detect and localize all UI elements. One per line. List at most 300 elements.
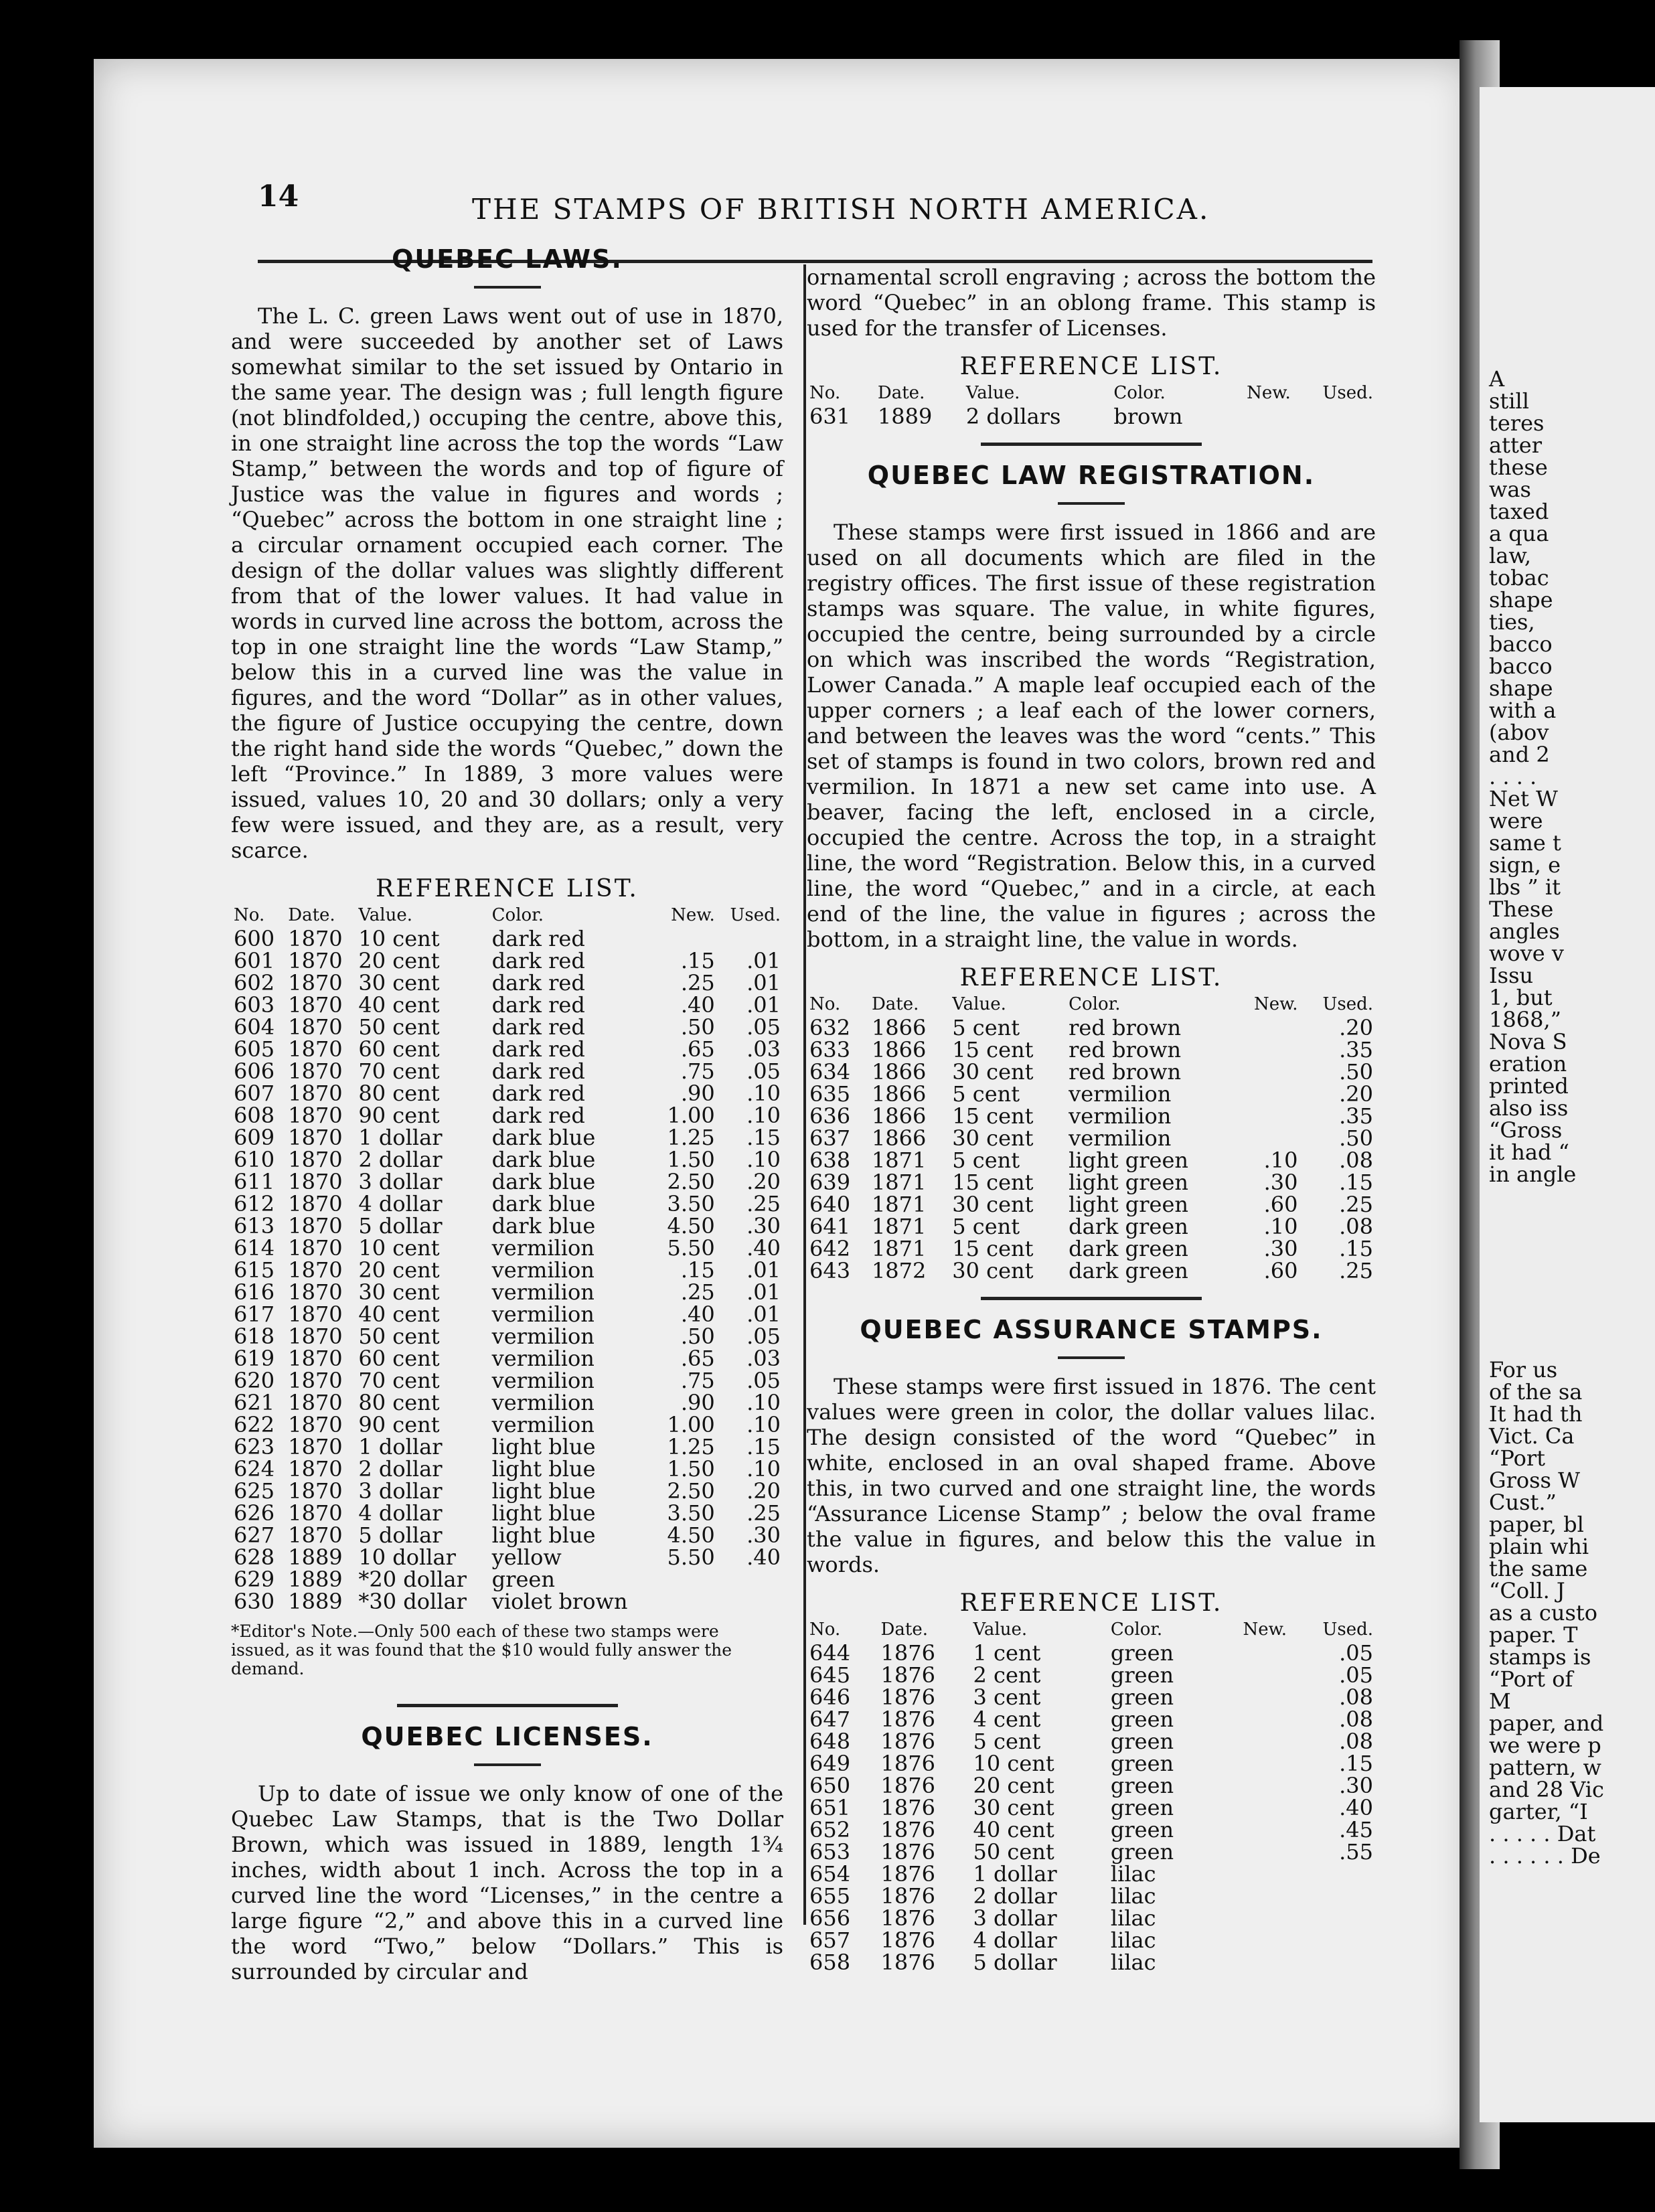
table-cell: .40: [680, 992, 715, 1018]
table-cell: .10: [746, 1103, 781, 1128]
table-cell: light green: [1069, 1170, 1188, 1195]
table-cell: dark green: [1069, 1258, 1188, 1283]
table-cell: [1235, 1017, 1301, 1039]
table-cell: 1870: [288, 1301, 343, 1327]
table-cell: vermilion: [1069, 1125, 1172, 1151]
table-cell: dark blue: [491, 1125, 596, 1150]
table-cell: [1214, 1709, 1289, 1731]
table-cell: 15 cent: [952, 1037, 1034, 1062]
table-cell: 608: [234, 1103, 275, 1128]
facing-page-line: Gross W: [1489, 1468, 1581, 1493]
table-cell: dark red: [491, 1081, 585, 1106]
table-cell: 1871: [871, 1192, 927, 1217]
table-cell: 15 cent: [952, 1236, 1034, 1261]
table-cell: 1871: [871, 1170, 927, 1195]
table-cell: .45: [1339, 1817, 1373, 1842]
table-cell: 1866: [871, 1059, 927, 1085]
table-row: [231, 1436, 783, 1458]
table-cell: 1871: [871, 1236, 927, 1261]
reference-list-title: REFERENCE LIST.: [376, 875, 639, 902]
table-cell: 40 cent: [358, 992, 440, 1018]
table-cell: 1870: [288, 926, 343, 951]
table-cell: 1876: [880, 1950, 935, 1975]
table-cell: [1214, 1731, 1289, 1753]
column-header: Value.: [952, 994, 1006, 1014]
table-cell: 1871: [871, 1214, 927, 1239]
column-header: No.: [809, 1620, 841, 1640]
table-cell: 10 cent: [358, 1235, 440, 1261]
facing-page-line: and 28 Vic: [1489, 1777, 1604, 1802]
table-cell: [718, 1569, 783, 1591]
table-cell: .65: [680, 1346, 715, 1371]
facing-page-line: were: [1489, 808, 1543, 834]
table-row: [807, 1150, 1376, 1172]
table-cell: 1866: [871, 1015, 927, 1040]
table-cell: 10 dollar: [358, 1545, 456, 1570]
table-cell: 1870: [288, 1478, 343, 1504]
table-row: [231, 1348, 783, 1370]
table-row: [807, 1863, 1376, 1885]
column-header: Color.: [1113, 383, 1166, 403]
table-cell: 1870: [288, 1125, 343, 1150]
table-cell: .01: [746, 970, 781, 996]
table-cell: vermilion: [491, 1390, 595, 1415]
table-cell: 657: [809, 1927, 851, 1953]
table-cell: [655, 928, 718, 950]
table-row: [231, 1392, 783, 1414]
table-cell: 2.50: [667, 1169, 715, 1194]
table-cell: red brown: [1069, 1015, 1182, 1040]
column-header: Color.: [1069, 994, 1121, 1014]
facing-page-line: A: [1489, 366, 1505, 392]
column-header: Color.: [1110, 1620, 1163, 1640]
column-header: Date.: [288, 905, 335, 925]
running-title: THE STAMPS OF BRITISH NORTH AMERICA.: [472, 193, 1210, 226]
table-cell: 612: [234, 1191, 275, 1216]
table-row: [807, 1083, 1376, 1105]
table-cell: [1214, 1885, 1289, 1907]
table-cell: 1872: [871, 1258, 927, 1283]
table-cell: .15: [746, 1125, 781, 1150]
table-row: [231, 1127, 783, 1149]
table-row: [231, 1237, 783, 1259]
table-row: [807, 1731, 1376, 1753]
table-cell: 3.50: [667, 1191, 715, 1216]
table-cell: 1876: [880, 1707, 935, 1732]
column-header: Color.: [491, 905, 544, 925]
table-cell: 3 dollar: [358, 1169, 443, 1194]
table-cell: 1870: [288, 970, 343, 996]
quebec-assurance-table: [807, 1620, 1376, 1974]
facing-page-line: “Port: [1489, 1445, 1546, 1471]
table-cell: light blue: [491, 1500, 596, 1526]
table-cell: 1866: [871, 1125, 927, 1151]
facing-page-line: the same: [1489, 1556, 1588, 1581]
table-cell: 606: [234, 1058, 275, 1084]
table-row: [807, 1841, 1376, 1863]
table-cell: 40 cent: [358, 1301, 440, 1327]
table-cell: 1876: [880, 1839, 935, 1865]
table-cell: 656: [809, 1905, 851, 1931]
table-cell: [1214, 1863, 1289, 1885]
table-cell: 1.50: [667, 1456, 715, 1482]
table-row: [807, 1885, 1376, 1907]
facing-page-line: “Gross: [1489, 1117, 1563, 1143]
facing-page-line: pattern, w: [1489, 1755, 1601, 1780]
table-cell: 1870: [288, 1412, 343, 1437]
table-cell: 603: [234, 992, 275, 1018]
table-cell: .10: [1263, 1148, 1298, 1173]
table-cell: .60: [1263, 1192, 1298, 1217]
facing-page-line: of the sa: [1489, 1379, 1583, 1405]
facing-page-line: “Port of: [1489, 1666, 1573, 1692]
table-cell: 638: [809, 1148, 851, 1173]
table-cell: .10: [746, 1081, 781, 1106]
table-cell: 623: [234, 1434, 275, 1459]
table-cell: vermilion: [491, 1324, 595, 1349]
table-cell: .08: [1339, 1729, 1373, 1754]
table-cell: lilac: [1110, 1883, 1156, 1909]
column-header: Used.: [730, 905, 781, 925]
table-cell: [1214, 1797, 1289, 1819]
table-row: [807, 1105, 1376, 1127]
table-cell: green: [1110, 1817, 1174, 1842]
table-row: [231, 1502, 783, 1524]
table-row: [807, 1127, 1376, 1150]
table-cell: .35: [1339, 1037, 1373, 1062]
table-cell: dark blue: [491, 1147, 596, 1172]
table-cell: [1289, 1907, 1376, 1929]
table-cell: [1235, 1039, 1301, 1061]
table-cell: 631: [809, 404, 851, 429]
table-body: [807, 406, 1376, 428]
table-row: [231, 994, 783, 1016]
table-row: [231, 1591, 783, 1613]
table-cell: 646: [809, 1684, 851, 1710]
facing-page-line: It had th: [1489, 1401, 1583, 1427]
table-cell: 609: [234, 1125, 275, 1150]
table-cell: 1.00: [667, 1412, 715, 1437]
table-cell: green: [1110, 1707, 1174, 1732]
table-cell: .25: [1339, 1192, 1373, 1217]
table-cell: 605: [234, 1036, 275, 1062]
facing-page-line: as a custo: [1489, 1600, 1597, 1626]
table-cell: .15: [680, 948, 715, 973]
table-row: [807, 1061, 1376, 1083]
facing-page-line: . . . . . . De: [1489, 1843, 1601, 1869]
table-cell: .50: [1339, 1059, 1373, 1085]
reference-list-title: REFERENCE LIST.: [959, 964, 1223, 992]
table-cell: 1870: [288, 1500, 343, 1526]
table-cell: .40: [1339, 1795, 1373, 1820]
table-cell: .50: [680, 1014, 715, 1040]
facing-page-line: M: [1489, 1688, 1511, 1714]
table-cell: 80 cent: [358, 1390, 440, 1415]
table-cell: .25: [680, 1279, 715, 1305]
editor-note: *Editor's Note.—Only 500 each of these two stamps were issued, as it was found that the $10 would fully answer the demand.: [231, 1622, 732, 1678]
facing-page-line: ties,: [1489, 609, 1535, 635]
table-cell: 1876: [880, 1751, 935, 1776]
table-cell: 637: [809, 1125, 851, 1151]
table-cell: .10: [746, 1412, 781, 1437]
table-cell: 607: [234, 1081, 275, 1106]
table-cell: [1289, 1885, 1376, 1907]
table-cell: .50: [680, 1324, 715, 1349]
table-body: [807, 1642, 1376, 1974]
table-cell: vermilion: [491, 1412, 595, 1437]
column-header: Used.: [1322, 1620, 1373, 1640]
table-cell: 30 cent: [973, 1795, 1054, 1820]
table-cell: 613: [234, 1213, 275, 1239]
table-row: [807, 1664, 1376, 1686]
facing-page-line: Issu: [1489, 963, 1534, 988]
table-cell: 1870: [288, 1368, 343, 1393]
section-rule: [981, 1297, 1202, 1300]
table-cell: 649: [809, 1751, 851, 1776]
table-cell: .20: [1339, 1081, 1373, 1107]
section-title-quebec-licenses: QUEBEC LICENSES.: [361, 1722, 653, 1751]
facing-page-line: 1868,”: [1489, 1007, 1561, 1032]
table-header: [807, 383, 1376, 406]
facing-page-line: teres: [1489, 410, 1545, 436]
table-cell: 654: [809, 1861, 851, 1887]
section-title-quebec-law-registration: QUEBEC LAW REGISTRATION.: [867, 461, 1316, 490]
table-cell: [1214, 1775, 1289, 1797]
table-cell: 5 cent: [952, 1015, 1020, 1040]
table-row: [807, 1907, 1376, 1929]
table-cell: 5 dollar: [973, 1950, 1057, 1975]
table-cell: red brown: [1069, 1059, 1182, 1085]
table-cell: lilac: [1110, 1861, 1156, 1887]
table-cell: 653: [809, 1839, 851, 1865]
table-cell: 3 dollar: [358, 1478, 443, 1504]
table-cell: .10: [746, 1456, 781, 1482]
table-cell: light blue: [491, 1522, 596, 1548]
table-cell: 5.50: [667, 1235, 715, 1261]
facing-page-line: these: [1489, 455, 1548, 480]
table-cell: .05: [746, 1014, 781, 1040]
facing-page-line: Cust.”: [1489, 1490, 1557, 1515]
table-cell: .40: [746, 1545, 781, 1570]
table-cell: .08: [1339, 1684, 1373, 1710]
table-cell: .40: [680, 1301, 715, 1327]
table-cell: 1876: [880, 1795, 935, 1820]
column-header: New.: [1243, 1620, 1287, 1640]
table-cell: dark red: [491, 1103, 585, 1128]
table-cell: 1876: [880, 1905, 935, 1931]
table-cell: .10: [746, 1390, 781, 1415]
table-cell: 658: [809, 1950, 851, 1975]
table-cell: .90: [680, 1081, 715, 1106]
table-cell: .05: [746, 1368, 781, 1393]
table-header: [807, 1620, 1376, 1642]
table-cell: dark blue: [491, 1191, 596, 1216]
table-cell: [1214, 1929, 1289, 1952]
table-cell: light blue: [491, 1478, 596, 1504]
table-row: [807, 1642, 1376, 1664]
table-row: [231, 950, 783, 972]
table-cell: 50 cent: [358, 1324, 440, 1349]
table-cell: 5 dollar: [358, 1522, 443, 1548]
table-cell: [1289, 1863, 1376, 1885]
section-rule: [981, 443, 1202, 446]
table-cell: 650: [809, 1773, 851, 1798]
quebec-laws-table: [231, 905, 783, 1613]
table-cell: 1870: [288, 1191, 343, 1216]
table-cell: dark red: [491, 1014, 585, 1040]
table-cell: 611: [234, 1169, 275, 1194]
table-cell: 1870: [288, 1434, 343, 1459]
table-cell: 3 dollar: [973, 1905, 1057, 1931]
table-row: [231, 1524, 783, 1547]
table-cell: .05: [746, 1058, 781, 1084]
table-cell: 615: [234, 1257, 275, 1283]
table-cell: .05: [1339, 1640, 1373, 1666]
table-cell: light blue: [491, 1434, 596, 1459]
table-cell: violet brown: [491, 1589, 628, 1614]
table-cell: vermilion: [1069, 1081, 1172, 1107]
table-cell: vermilion: [491, 1368, 595, 1393]
table-body: [807, 1017, 1376, 1282]
table-cell: 2 cent: [973, 1662, 1041, 1688]
table-cell: 1.50: [667, 1147, 715, 1172]
table-cell: .08: [1339, 1707, 1373, 1732]
table-row: [807, 1172, 1376, 1194]
facing-page-line: it had “: [1489, 1139, 1569, 1165]
table-cell: dark blue: [491, 1213, 596, 1239]
table-cell: .20: [746, 1478, 781, 1504]
table-cell: 20 cent: [973, 1773, 1054, 1798]
table-cell: 1876: [880, 1817, 935, 1842]
table-row: [231, 1370, 783, 1392]
table-cell: 647: [809, 1707, 851, 1732]
table-cell: 1870: [288, 1257, 343, 1283]
facing-page-line: lbs ” it: [1489, 874, 1561, 900]
table-cell: .55: [1339, 1839, 1373, 1865]
table-cell: 1870: [288, 1522, 343, 1548]
table-cell: 1870: [288, 1169, 343, 1194]
table-cell: 618: [234, 1324, 275, 1349]
table-cell: dark red: [491, 992, 585, 1018]
table-cell: 652: [809, 1817, 851, 1842]
table-cell: vermilion: [491, 1257, 595, 1283]
table-row: [807, 1216, 1376, 1238]
table-cell: light green: [1069, 1192, 1188, 1217]
table-cell: vermilion: [1069, 1103, 1172, 1129]
table-cell: [1214, 1819, 1289, 1841]
table-row: [807, 1686, 1376, 1709]
table-row: [231, 1281, 783, 1304]
table-row: [231, 1569, 783, 1591]
table-cell: 1870: [288, 1213, 343, 1239]
table-cell: 625: [234, 1478, 275, 1504]
title-rule: [474, 286, 541, 289]
column-divider: [803, 264, 806, 1925]
facing-page-line: shape: [1489, 587, 1553, 613]
table-cell: 1876: [880, 1927, 935, 1953]
table-cell: 601: [234, 948, 275, 973]
table-cell: .08: [1339, 1214, 1373, 1239]
table-cell: .75: [680, 1058, 715, 1084]
facing-page-line: same t: [1489, 830, 1561, 856]
table-cell: 1 dollar: [358, 1125, 443, 1150]
section-rule: [397, 1704, 618, 1707]
table-cell: .25: [746, 1191, 781, 1216]
facing-page-line: Net W: [1489, 786, 1558, 811]
table-cell: .25: [1339, 1258, 1373, 1283]
table-cell: .30: [1263, 1236, 1298, 1261]
table-cell: .10: [1263, 1214, 1298, 1239]
table-cell: .15: [680, 1257, 715, 1283]
table-header: [807, 994, 1376, 1017]
table-cell: .10: [746, 1147, 781, 1172]
table-cell: 30 cent: [358, 1279, 440, 1305]
facing-page-line: paper. T: [1489, 1622, 1578, 1648]
table-cell: 4 dollar: [358, 1191, 443, 1216]
table-cell: 30 cent: [952, 1125, 1034, 1151]
facing-page-line: angles: [1489, 919, 1560, 944]
facing-page-line: sign, e: [1489, 852, 1561, 878]
table-cell: 70 cent: [358, 1058, 440, 1084]
column-header: Used.: [1322, 383, 1373, 403]
table-cell: 619: [234, 1346, 275, 1371]
table-cell: 90 cent: [358, 1103, 440, 1128]
facing-page-line: These: [1489, 896, 1554, 922]
table-cell: 10 cent: [973, 1751, 1054, 1776]
table-cell: 635: [809, 1081, 851, 1107]
table-row: [231, 1326, 783, 1348]
facing-page-line: wove v: [1489, 941, 1564, 966]
quebec-law-registration-table: [807, 994, 1376, 1282]
table-cell: vermilion: [491, 1279, 595, 1305]
table-cell: dark red: [491, 1036, 585, 1062]
table-cell: [1214, 1841, 1289, 1863]
table-cell: 651: [809, 1795, 851, 1820]
facing-page-line: paper, and: [1489, 1711, 1604, 1736]
table-cell: 642: [809, 1236, 851, 1261]
table-cell: 604: [234, 1014, 275, 1040]
reference-list-title: REFERENCE LIST.: [959, 1589, 1223, 1617]
table-cell: green: [1110, 1751, 1174, 1776]
table-cell: 1870: [288, 1081, 343, 1106]
table-cell: 634: [809, 1059, 851, 1085]
table-cell: 1876: [880, 1729, 935, 1754]
table-cell: 60 cent: [358, 1036, 440, 1062]
table-cell: green: [1110, 1795, 1174, 1820]
table-cell: 622: [234, 1412, 275, 1437]
table-cell: [1235, 1061, 1301, 1083]
table-cell: 1889: [288, 1545, 343, 1570]
facing-page-line: taxed: [1489, 499, 1549, 524]
table-cell: 627: [234, 1522, 275, 1548]
table-cell: 600: [234, 926, 275, 951]
table-cell: green: [1110, 1662, 1174, 1688]
table-cell: yellow: [491, 1545, 562, 1570]
table-cell: 4 cent: [973, 1707, 1041, 1732]
table-cell: 30 cent: [952, 1059, 1034, 1085]
table-cell: 1 cent: [973, 1640, 1041, 1666]
table-cell: 2.50: [667, 1478, 715, 1504]
table-row: [807, 1017, 1376, 1039]
table-cell: lilac: [1110, 1927, 1156, 1953]
column-header: Date.: [877, 383, 925, 403]
table-cell: dark red: [491, 926, 585, 951]
quebec-licenses-table: [807, 383, 1376, 428]
table-header: [231, 905, 783, 928]
column-header: Used.: [1322, 994, 1373, 1014]
column-header: Date.: [880, 1620, 928, 1640]
table-cell: .01: [746, 1301, 781, 1327]
